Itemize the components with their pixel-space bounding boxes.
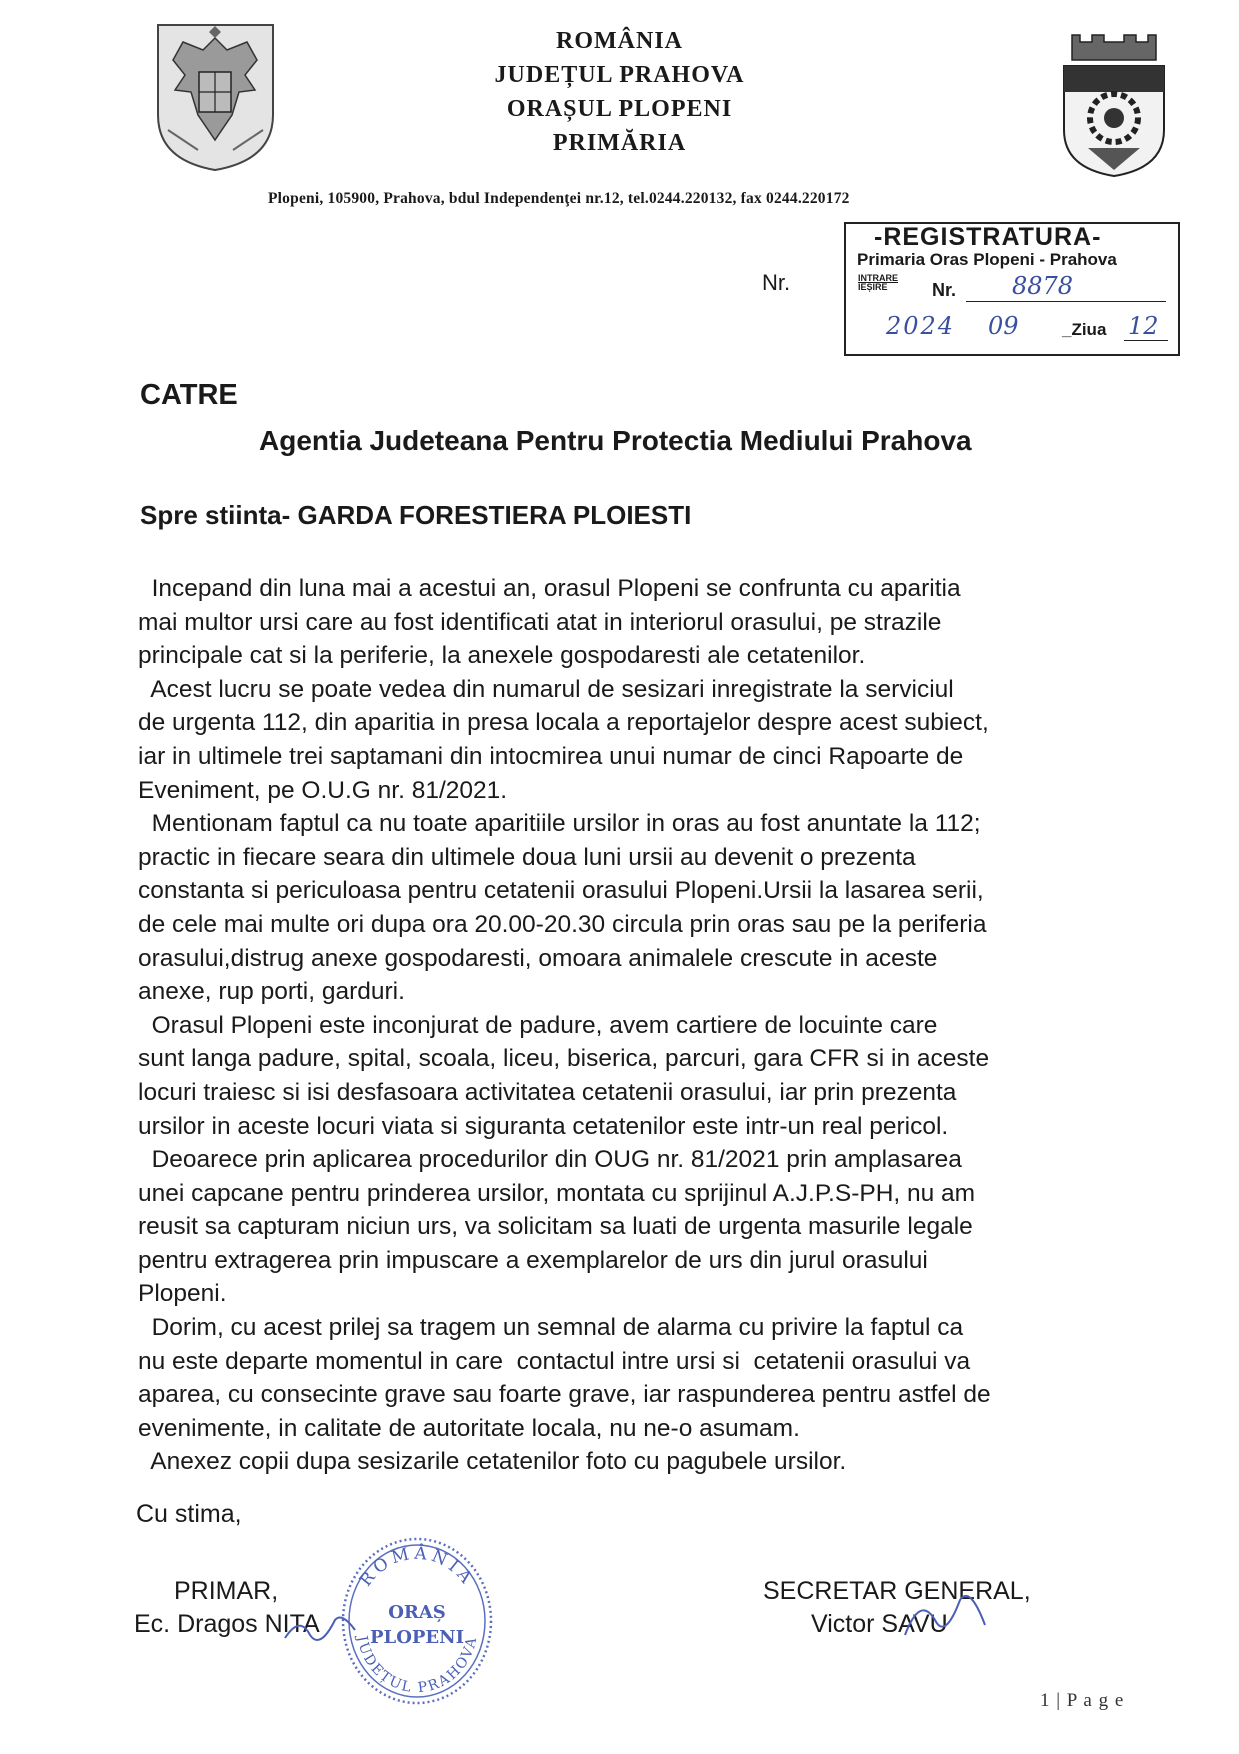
header-country: ROMÂNIA — [556, 28, 683, 54]
registry-intrare: INTRARE — [858, 273, 898, 283]
registry-iesire: IEȘIRE — [858, 282, 888, 292]
letter-body — [138, 572, 1138, 1479]
header-town: ORAȘUL PLOPENI — [506, 96, 733, 122]
registry-month: 09 — [988, 312, 1019, 340]
body-line: Acest lucru se poate vedea din numarul de sesizari inregistrate la serviciul — [138, 675, 954, 703]
registry-day: 12 — [1128, 312, 1159, 340]
official-stamp — [337, 1533, 497, 1708]
body-line: Plopeni. — [138, 1280, 227, 1308]
institution-address: Plopeni, 105900, Prahova, bdul Independenţei nr.12, tel.0244.220132, fax 0244.220172 — [268, 190, 850, 207]
header-county: JUDEȚUL PRAHOVA — [494, 62, 745, 88]
body-line: de cele mai multe ori dupa ora 20.00-20.30 circula prin oras sau pe la periferia — [138, 910, 987, 938]
secretary-signature — [900, 1585, 990, 1645]
addressee-agency: Agentia Judeteana Pentru Protectia Mediului Prahova — [259, 425, 972, 456]
body-line: nu este departe momentul in care contactul intre ursi si cetatenii orasului va — [138, 1347, 971, 1375]
body-line: constanta si periculoasa pentru cetatenii orasului Plopeni.Ursii la lasarea serii, — [138, 877, 984, 905]
body-line: mai multor ursi care au fost identificati atat in interiorul orasului, pe strazile — [138, 608, 942, 636]
page-number: 1 | P a g e — [1040, 1690, 1125, 1711]
stamp-center-line1: ORAȘ — [388, 1602, 446, 1623]
body-line: unei capcane pentru prinderea ursilor, montata cu sprijinul A.J.P.S-PH, nu am — [138, 1179, 976, 1207]
stamp-center-line2: PLOPENI — [370, 1627, 464, 1648]
body-line: Eveniment, pe O.U.G nr. 81/2021. — [138, 776, 508, 804]
registry-subtitle: Primaria Oras Plopeni - Prahova — [857, 250, 1117, 269]
registry-nr-line — [966, 301, 1166, 302]
closing-salutation: Cu stima, — [136, 1500, 242, 1528]
stamp-bottom-text: JUDEȚUL PRAHOVA — [353, 1634, 481, 1697]
body-line: pentru extragerea prin impuscare a exemplarelor de urs din jurul orasului — [138, 1246, 928, 1274]
body-line: anexe, rup porti, garduri. — [138, 978, 405, 1006]
body-line: orasului,distrug anexe gospodaresti, omoara animalele crescute in aceste — [138, 944, 938, 972]
registry-number: 8878 — [1012, 272, 1074, 300]
body-line: iar in ultimele trei saptamani din intocmirea unui numar de cinci Rapoarte de — [138, 742, 964, 770]
body-line: Incepand din luna mai a acestui an, orasul Plopeni se confrunta cu aparitia — [138, 575, 961, 602]
body-line: aparea, cu consecinte grave sau foarte grave, iar raspunderea pentru astfel de — [138, 1381, 991, 1409]
registry-nr-label: Nr. — [932, 280, 957, 300]
body-line: sunt langa padure, spital, scoala, liceu, biserica, parcuri, gara CFR si in aceste — [138, 1045, 990, 1073]
mayor-title: PRIMAR, — [174, 1577, 279, 1605]
registry-day-label: _Ziua — [1062, 320, 1107, 339]
secretary-name: Victor SAVU — [811, 1610, 948, 1638]
stamp-top-text: ROMÂNIA — [355, 1543, 479, 1591]
registry-year: 2024 — [886, 312, 956, 340]
body-line: de urgenta 112, din aparitia in presa locala a reportajelor despre acest subiect, — [138, 709, 989, 737]
body-line: evenimente, in calitate de autoritate locala, nu ne-o asumam. — [138, 1414, 800, 1442]
addressee-cc: Spre stiinta- GARDA FORESTIERA PLOIESTI — [140, 500, 692, 530]
registry-in-out — [858, 274, 898, 292]
body-line: locuri traiesc si isi desfasoara activitatea cetatenii orasului, iar prin prezenta — [138, 1078, 957, 1106]
mayor-signature — [280, 1610, 360, 1650]
body-line: principale cat si la periferie, la anexele gospodaresti ale cetatenilor. — [138, 642, 866, 670]
body-line: Dorim, cu acest prilej sa tragem un semnal de alarma cu privire la faptul ca — [138, 1314, 964, 1342]
secretary-title: SECRETAR GENERAL, — [763, 1577, 1031, 1605]
body-line: Mentionam faptul ca nu toate aparitiile ursilor in oras au fost anuntate la 112; — [138, 810, 981, 838]
plopeni-coat-of-arms-icon — [1058, 30, 1170, 178]
addressee-catre: CATRE — [140, 379, 238, 411]
registry-day-line — [1124, 340, 1168, 341]
body-line: Anexez copii dupa sesizarile cetatenilor foto cu pagubele ursilor. — [138, 1448, 847, 1476]
registry-title: -REGISTRATURA- — [874, 223, 1102, 251]
body-line: ursilor in aceste locuri viata si siguranta cetatenilor este intr-un real pericol. — [138, 1112, 949, 1140]
document-nr-label: Nr. — [762, 270, 791, 295]
body-line: reusit sa capturam niciun urs, va solicitam sa luati de urgenta masurile legale — [138, 1213, 973, 1241]
header-institution: PRIMĂRIA — [552, 130, 687, 156]
body-line: Orasul Plopeni este inconjurat de padure, avem cartiere de locuinte care — [138, 1011, 938, 1039]
body-line: practic in fiecare seara din ultimele doua luni ursii au devenit o prezenta — [138, 843, 916, 871]
mayor-name: Ec. Dragos NITA — [134, 1610, 320, 1638]
body-line: Deoarece prin aplicarea procedurilor din OUG nr. 81/2021 prin amplasarea — [138, 1146, 962, 1174]
